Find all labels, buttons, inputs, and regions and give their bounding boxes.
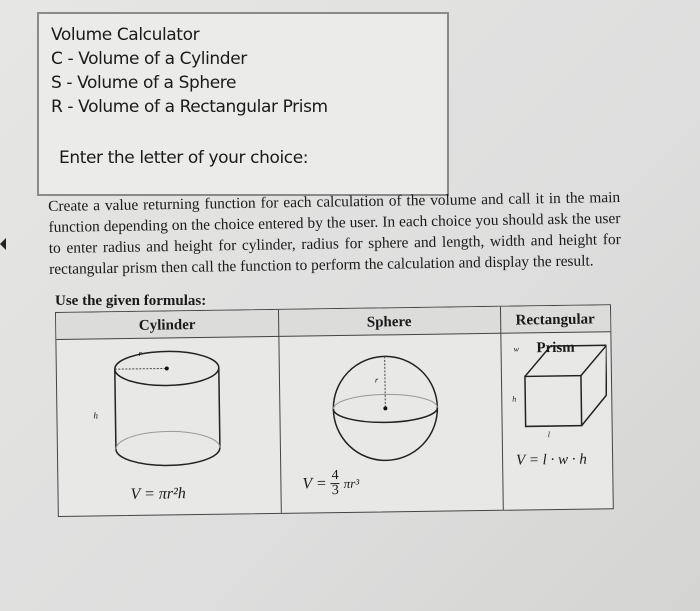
menu-title: Volume Calculator (51, 25, 200, 45)
console-menu-box (37, 12, 449, 196)
formulas-table (55, 304, 614, 517)
menu-option-sphere: S - Volume of a Sphere (51, 73, 237, 93)
menu-option-cylinder: C - Volume of a Cylinder (51, 49, 247, 69)
header-sphere: Sphere (366, 314, 412, 331)
header-cylinder: Cylinder (138, 317, 196, 334)
margin-marker-icon (0, 238, 6, 250)
sphere-radius-label: r (374, 375, 379, 385)
cylinder-formula: V = πr²h (130, 485, 186, 503)
menu-prompt: Enter the letter of your choice: (59, 148, 309, 168)
header-prism: Rectangular Prism (515, 311, 595, 357)
prism-diagram (516, 339, 607, 430)
menu-option-prism: R - Volume of a Rectangular Prism (51, 97, 328, 117)
prism-length-label: l (547, 430, 551, 440)
fraction-denominator: 3 (331, 483, 339, 499)
fraction-numerator: 4 (331, 468, 339, 484)
formulas-label: Use the given formulas: (55, 293, 207, 309)
prism-width-label: w (513, 344, 519, 354)
sphere-formula (302, 469, 359, 499)
cylinder-radius-label: r (138, 348, 142, 358)
sphere-fraction (331, 469, 340, 498)
sphere-formula-lhs: V = (302, 474, 327, 493)
sphere-formula-rhs: πr³ (343, 475, 360, 491)
cylinder-diagram (106, 343, 228, 475)
prism-formula: V = l · w · h (516, 451, 587, 469)
prism-height-label: h (512, 394, 517, 404)
instructions-paragraph: Create a value returning function for each calculation of the volume and call it in the main function depending on the choice entered by the user. In each choice you should ask the user to enter radius and height for cylinder, radius for sphere and length, width and height for rectangular prism then call the function to perform the calculation and display the result. (48, 189, 621, 278)
cylinder-height-label: h (93, 410, 99, 421)
sphere-diagram (327, 350, 449, 472)
